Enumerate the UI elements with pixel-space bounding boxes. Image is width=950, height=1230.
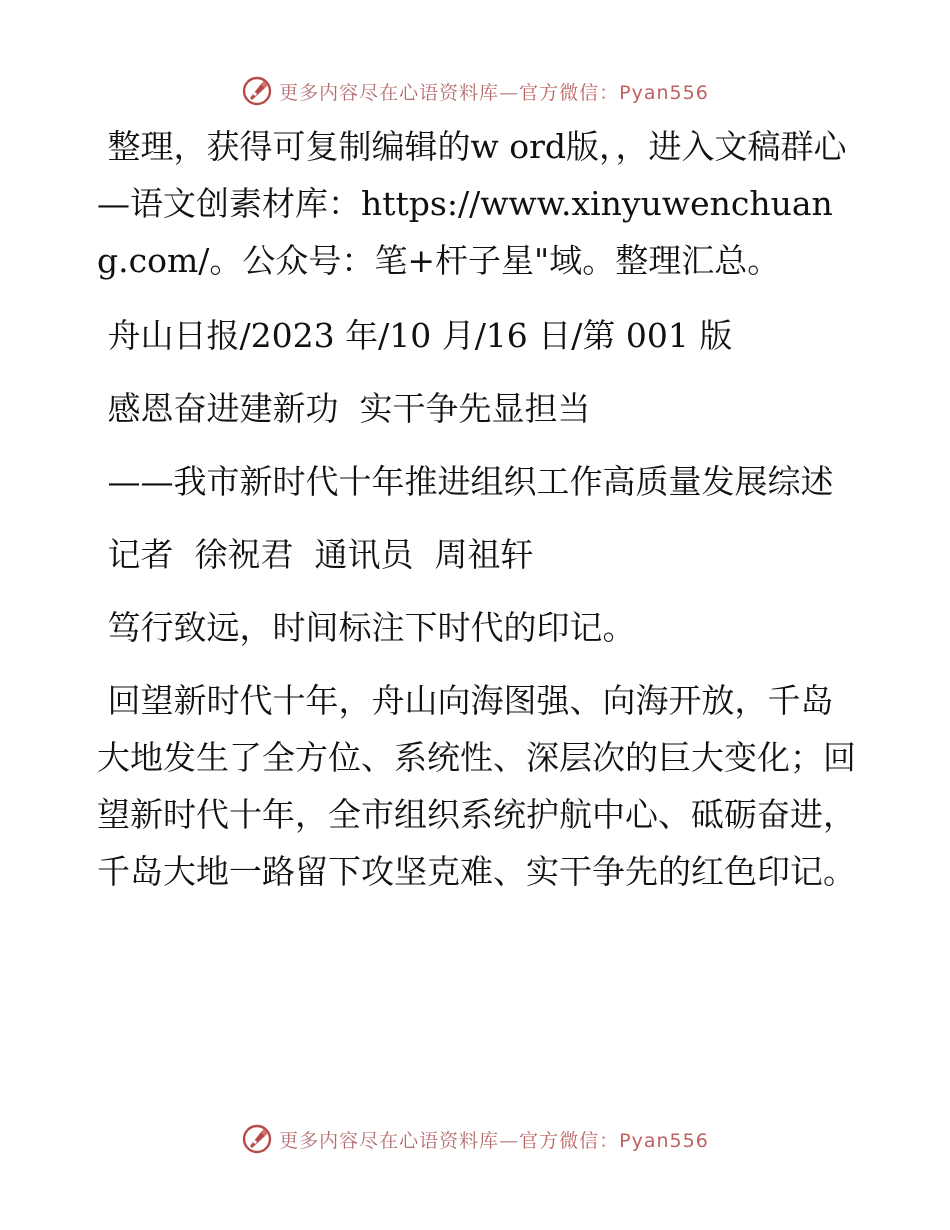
header-banner-wechat: 官方微信：Pyan556 (519, 81, 709, 104)
document-body (97, 118, 857, 900)
footer-banner-wechat: 官方微信：Pyan556 (519, 1129, 709, 1152)
header-banner-main: 更多内容尽在心语资料库 (279, 81, 500, 104)
footer-banner-main: 更多内容尽在心语资料库 (279, 1129, 500, 1152)
footer-banner-dash: — (499, 1129, 520, 1152)
footer-banner-text (279, 1126, 709, 1153)
article-subtitle: ——我市新时代十年推进组织工作高质量发展综述 (97, 462, 834, 501)
header-banner-dash: — (499, 81, 520, 104)
header-banner (0, 69, 950, 113)
header-banner-text (279, 78, 709, 105)
intro-paragraph: 整理，获得可复制编辑的w ord版，，进入文稿群心—语文创素材库：https://www.xinyuwenchuang.com/。公众号：笔+杆子星"域。整理汇总。 (97, 127, 847, 280)
pen-nib-seal-icon (241, 75, 273, 107)
paragraph-2: 回望新时代十年，舟山向海图强、向海开放，千岛大地发生了全方位、系统性、深层次的巨大变化；回望新时代十年，全市组织系统护航中心、砥砺奋进，千岛大地一路留下攻坚克难、实干争先的红色印记。 (97, 681, 856, 891)
article-title: 感恩奋进建新功 实干争先显担当 (97, 389, 591, 428)
paragraph-1: 笃行致远，时间标注下时代的印记。 (97, 608, 636, 647)
source-line: 舟山日报/2023 年/10 月/16 日/第 001 版 (97, 316, 733, 355)
footer-banner (0, 1117, 950, 1161)
pen-nib-seal-icon (241, 1123, 273, 1155)
byline: 记者 徐祝君 通讯员 周祖轩 (97, 535, 534, 574)
